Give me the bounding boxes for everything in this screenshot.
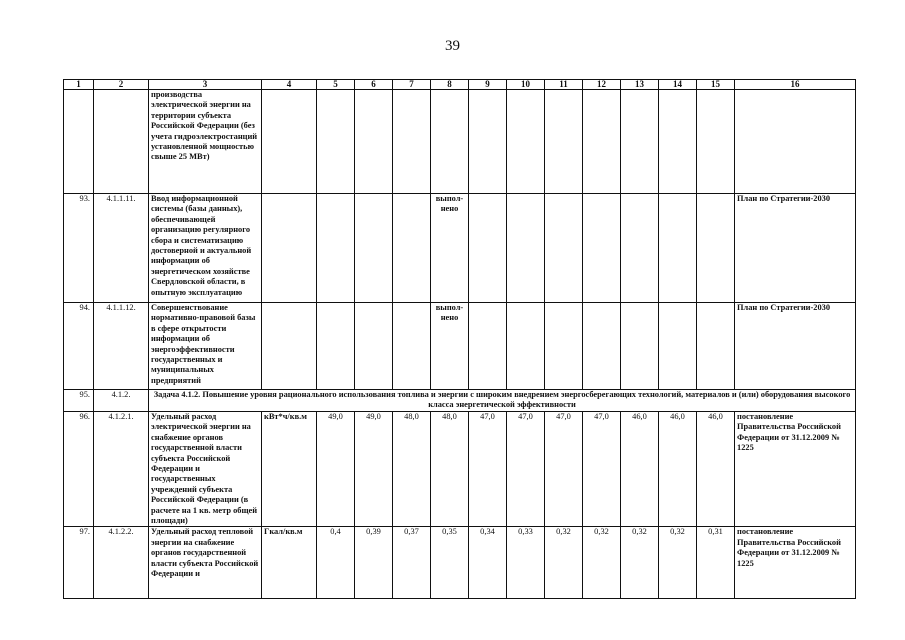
row-number: 95. — [64, 390, 94, 412]
value-cell: 0,32 — [583, 527, 621, 599]
col-header: 13 — [621, 80, 659, 90]
unit-cell: Гкал/кв.м — [262, 527, 317, 599]
value-cell: 48,0 — [393, 412, 431, 527]
indicator-name: Ввод информационной системы (базы данных), обеспечивающей организацию регулярного сбора и систематизацию достоверной и актуальной информации об энергетическом хозяйстве Свердловской области, в опытную эксплуатацию — [149, 194, 262, 303]
col-header: 1 — [64, 80, 94, 90]
value-cell: 49,0 — [317, 412, 355, 527]
value-cell: 48,0 — [431, 412, 469, 527]
col-header: 6 — [355, 80, 393, 90]
task-heading: Задача 4.1.2. Повышение уровня рационального использования топлива и энергии с широким внедрением энергосберегающих технологий, материалов и (или) оборудования высокого класса энергетической эффективности — [149, 390, 856, 412]
col-header: 9 — [469, 80, 507, 90]
value-cell: 0,32 — [659, 527, 697, 599]
note-cell: План по Стратегии-2030 — [735, 303, 856, 390]
value-cell: 0,31 — [697, 527, 735, 599]
col-header: 7 — [393, 80, 431, 90]
value-cell: 0,33 — [507, 527, 545, 599]
note-cell: постановление Правительства Российской Федерации от 31.12.2009 № 1225 — [735, 527, 856, 599]
col-header: 16 — [735, 80, 856, 90]
value-cell: 47,0 — [469, 412, 507, 527]
row-code: 4.1.1.12. — [94, 303, 149, 390]
indicators-table — [63, 79, 856, 599]
value-cell: 0,39 — [355, 527, 393, 599]
row-number: 97. — [64, 527, 94, 599]
value-cell: 0,32 — [545, 527, 583, 599]
indicator-name: Удельный расход электрической энергии на снабжение органов государственной власти субъекта Российской Федерации и государственных учреждений субъекта Российской Федерации (в расчете на 1 кв. метр общей площади) — [149, 412, 262, 527]
col-header: 4 — [262, 80, 317, 90]
value-cell: 46,0 — [621, 412, 659, 527]
value-cell: 0,37 — [393, 527, 431, 599]
col-header: 3 — [149, 80, 262, 90]
row-code: 4.1.1.11. — [94, 194, 149, 303]
page-number: 39 — [445, 38, 460, 54]
value-cell: 49,0 — [355, 412, 393, 527]
col-header: 15 — [697, 80, 735, 90]
table-row — [64, 303, 856, 390]
row-number: 96. — [64, 412, 94, 527]
status-cell: выпол-нено — [431, 303, 469, 390]
row-number: 94. — [64, 303, 94, 390]
indicator-name: производства электрической энергии на территории субъекта Российской Федерации (без учета гидроэлектростанций установленной мощностью свыше 25 МВт) — [149, 90, 262, 194]
indicator-name: Совершенствование нормативно-правовой базы в сфере открытости информации об энергоэффективности государственных и муниципальных предприятий — [149, 303, 262, 390]
row-code: 4.1.2.1. — [94, 412, 149, 527]
value-cell: 46,0 — [659, 412, 697, 527]
note-cell: План по Стратегии-2030 — [735, 194, 856, 303]
table-row — [64, 90, 856, 194]
row-code: 4.1.2.2. — [94, 527, 149, 599]
row-code: 4.1.2. — [94, 390, 149, 412]
table-row — [64, 527, 856, 599]
row-number: 93. — [64, 194, 94, 303]
col-header: 10 — [507, 80, 545, 90]
value-cell: 47,0 — [545, 412, 583, 527]
col-header: 14 — [659, 80, 697, 90]
table-row — [64, 194, 856, 303]
col-header: 8 — [431, 80, 469, 90]
col-header: 2 — [94, 80, 149, 90]
table-row — [64, 390, 856, 412]
value-cell: 46,0 — [697, 412, 735, 527]
value-cell: 0,4 — [317, 527, 355, 599]
value-cell: 0,34 — [469, 527, 507, 599]
value-cell: 0,32 — [621, 527, 659, 599]
value-cell: 0,35 — [431, 527, 469, 599]
table-row — [64, 412, 856, 527]
note-cell: постановление Правительства Российской Федерации от 31.12.2009 № 1225 — [735, 412, 856, 527]
value-cell: 47,0 — [583, 412, 621, 527]
col-header: 12 — [583, 80, 621, 90]
status-cell: выпол-нено — [431, 194, 469, 303]
unit-cell: кВт*ч/кв.м — [262, 412, 317, 527]
column-number-row — [64, 80, 856, 90]
value-cell: 47,0 — [507, 412, 545, 527]
indicator-name: Удельный расход тепловой энергии на снабжение органов государственной власти субъекта Российской Федерации и — [149, 527, 262, 599]
col-header: 5 — [317, 80, 355, 90]
col-header: 11 — [545, 80, 583, 90]
